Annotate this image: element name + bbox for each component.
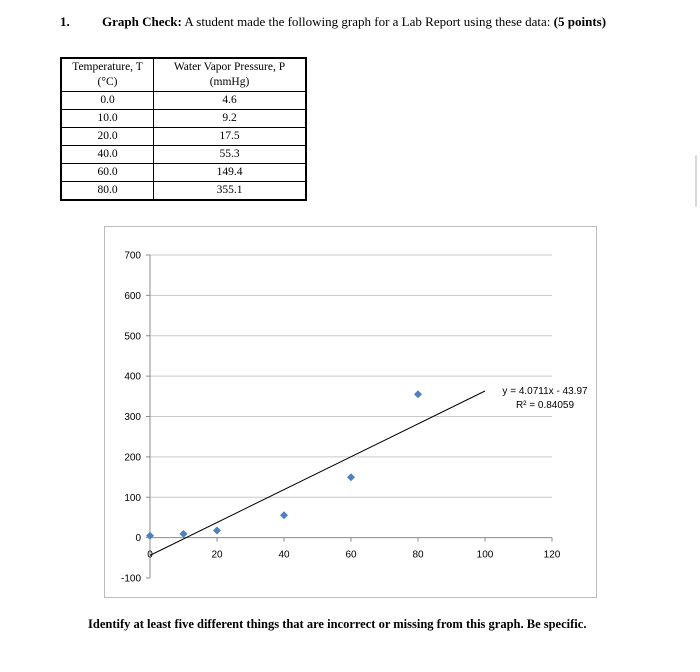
header-pressure: Water Vapor Pressure, P (mmHg) <box>154 59 306 92</box>
y-tick-label: 100 <box>124 492 141 504</box>
table-header-row <box>62 59 306 92</box>
cell-pressure: 355.1 <box>154 182 306 200</box>
question-points: (5 points) <box>553 14 607 29</box>
y-tick-label: 500 <box>124 331 141 343</box>
scrollbar[interactable] <box>695 155 697 207</box>
cell-pressure: 4.6 <box>154 92 306 110</box>
x-tick-label: 20 <box>211 549 223 561</box>
x-tick-label: 120 <box>543 549 561 561</box>
question-text <box>102 14 606 30</box>
x-tick-label: 80 <box>412 549 424 561</box>
data-point <box>414 390 422 398</box>
table-row <box>62 128 306 146</box>
scatter-chart <box>105 227 596 597</box>
table-row <box>62 110 306 128</box>
data-point <box>146 532 154 540</box>
cell-pressure: 149.4 <box>154 164 306 182</box>
trendline-equation: y = 4.0711x - 43.97 <box>502 386 588 397</box>
y-tick-label: 200 <box>124 452 141 464</box>
table-body <box>62 92 306 200</box>
data-table <box>61 58 306 200</box>
cell-temperature: 60.0 <box>62 164 154 182</box>
table-row <box>62 92 306 110</box>
cell-temperature: 20.0 <box>62 128 154 146</box>
table-row <box>62 182 306 200</box>
x-tick-label: 0 <box>147 549 153 561</box>
x-tick-label: 60 <box>345 549 357 561</box>
question-heading: Graph Check: <box>102 14 182 29</box>
cell-pressure: 17.5 <box>154 128 306 146</box>
x-tick-label: 100 <box>476 549 494 561</box>
cell-temperature: 80.0 <box>62 182 154 200</box>
chart-frame <box>104 226 597 598</box>
cell-pressure: 9.2 <box>154 110 306 128</box>
table-row <box>62 146 306 164</box>
table-row <box>62 164 306 182</box>
data-point <box>280 511 288 519</box>
data-point <box>347 473 355 481</box>
cell-temperature: 10.0 <box>62 110 154 128</box>
y-tick-label: 700 <box>124 250 141 262</box>
trendline <box>150 391 485 555</box>
trendline-r2: R² = 0.84059 <box>515 400 575 411</box>
y-tick-label: 600 <box>124 290 141 302</box>
question-number: 1. <box>60 14 70 29</box>
y-tick-label: 400 <box>124 371 141 383</box>
y-tick-label: 300 <box>124 412 141 423</box>
cell-temperature: 40.0 <box>62 146 154 164</box>
x-tick-label: 40 <box>278 549 290 561</box>
cell-temperature: 0.0 <box>62 92 154 110</box>
question-body: A student made the following graph for a Lab Report using these data: <box>181 14 554 29</box>
cell-pressure: 55.3 <box>154 146 306 164</box>
y-tick-label: 0 <box>135 533 141 545</box>
footer-question: Identify at least five different things that are incorrect or missing from this graph. Be specific. <box>88 617 587 631</box>
header-temperature: Temperature, T (°C) <box>62 59 154 92</box>
data-point <box>180 530 188 538</box>
y-tick-label: -100 <box>120 573 141 585</box>
data-point <box>213 527 221 535</box>
